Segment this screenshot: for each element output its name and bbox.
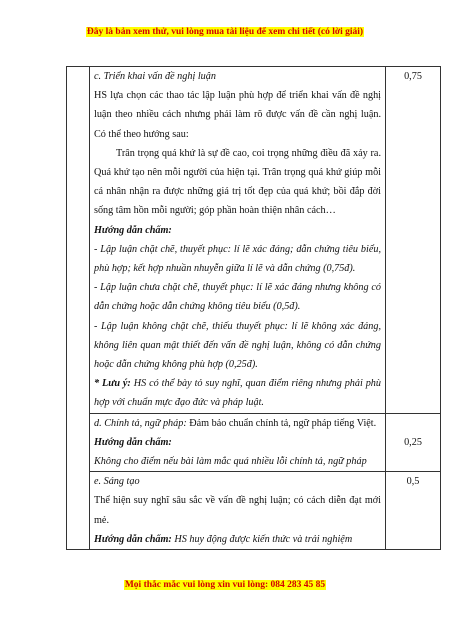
argument-content-cell bbox=[90, 67, 386, 414]
creativity-score: 0,5 bbox=[386, 472, 441, 550]
creativity-guide-title: Hướng dẫn chấm: bbox=[94, 533, 172, 545]
spelling-guide-title: Hướng dẫn chấm: bbox=[94, 436, 172, 448]
argument-note bbox=[94, 374, 381, 412]
creativity-guide bbox=[94, 530, 381, 549]
spelling-guide-text: Không cho điểm nếu bài làm mắc quá nhiều lỗi chính tả, ngữ pháp bbox=[94, 456, 367, 468]
argument-guide-item-2: - Lập luận chưa chặt chẽ, thuyết phục: lí lẽ xác đáng nhưng không có dẫn chứng hoặc dẫn chứng không tiêu biểu (0,5đ). bbox=[94, 282, 381, 313]
argument-guide-title: Hướng dẫn chấm: bbox=[94, 224, 172, 236]
creativity-heading: e. Sáng tạo bbox=[94, 476, 140, 488]
table-row-creativity bbox=[67, 472, 441, 550]
spelling-score: 0,25 bbox=[386, 413, 441, 472]
spelling-heading bbox=[94, 414, 381, 433]
argument-score: 0,75 bbox=[386, 67, 441, 414]
grading-table bbox=[66, 66, 441, 550]
contact-banner-text: Mọi thắc mắc vui lòng xin vui lòng: 084 283 45 85 bbox=[124, 580, 326, 590]
table-row-spelling bbox=[67, 413, 441, 472]
spelling-heading-label: d. Chính tả, ngữ pháp: bbox=[94, 417, 187, 429]
creativity-guide-text: HS huy động được kiến thức và trải nghiệm bbox=[171, 533, 353, 545]
preview-banner bbox=[0, 27, 450, 37]
table-row-argument bbox=[67, 67, 441, 414]
creativity-text: Thể hiện suy nghĩ sâu sắc về vấn đề nghị luận; có cách diễn đạt mới mẻ. bbox=[94, 495, 381, 526]
argument-guide-item-1: - Lập luận chặt chẽ, thuyết phục: lí lẽ xác đáng; dẫn chứng tiêu biểu, phù hợp; kết hợp nhuần nhuyễn giữa lí lẽ và dẫn chứng (0,75đ). bbox=[94, 243, 381, 275]
argument-note-label: * Lưu ý: bbox=[94, 378, 131, 390]
contact-banner bbox=[0, 580, 450, 590]
argument-note-text: HS có thể bày tỏ suy nghĩ, quan điểm riêng nhưng phải phù hợp với chuẩn mực đạo đức và pháp luật. bbox=[94, 378, 381, 409]
argument-guide-item-3: - Lập luận không chặt chẽ, thiếu thuyết phục: lí lẽ không xác đáng, không liên quan mật thiết đến vấn đề nghị luận, không có dẫn chứng hoặc dẫn chứng không phù hợp (0,25đ). bbox=[94, 320, 381, 371]
argument-sample: Trân trọng quá khứ là sự đề cao, coi trọng những điều đã xảy ra. Quá khứ tạo nên mỗi người của hiện tại. Trân trọng quá khứ giúp mỗi cá nhân nhận ra được những giá trị tốt đẹp của quá khứ; bồi đắp đời sống tâm hồn mỗi người; góp phần hoàn thiện nhân cách… bbox=[94, 147, 381, 217]
spelling-heading-rest: Đảm bảo chuẩn chính tả, ngữ pháp tiếng Việt. bbox=[186, 417, 377, 429]
argument-heading: c. Triển khai vấn đề nghị luận bbox=[94, 71, 216, 82]
preview-banner-text: Đây là bản xem thử, vui lòng mua tài liệu để xem chi tiết (có lời giải) bbox=[86, 27, 364, 37]
argument-intro: HS lựa chọn các thao tác lập luận phù hợp để triển khai vấn đề nghị luận theo nhiều cách nhưng phải làm rõ được vấn đề cần nghị luận. Có thể theo hướng sau: bbox=[94, 90, 381, 140]
spelling-content-cell bbox=[90, 413, 386, 472]
blank-column-cell bbox=[67, 67, 90, 550]
creativity-content-cell bbox=[90, 472, 386, 550]
